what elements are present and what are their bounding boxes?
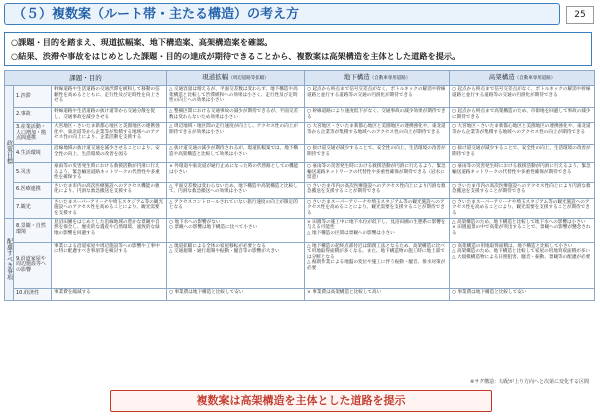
table-row — [5, 86, 595, 108]
row-elevated: ○ 起点から終点まで信号交差点がなく、ボトルネックの解消や幹線道路と並行する道路等の交通の円滑化が期待できる — [450, 86, 595, 108]
row-objective: 幹線道路や生活道路の抜け道等から交通分散を促し、交通事故を減少させる — [52, 108, 167, 123]
row-elevated: △ 高架構造のため、地下構造と比較して地下水への影響は小さい × 田園風景の中で高架が突出することで、景観への影響が懸念される — [450, 218, 595, 242]
row-elevated: ○ 起点から終点まで高架構造のため、市街地を回避して事故の減少に期待できる — [450, 108, 595, 123]
row-objective: 見沼田圃をはじめとした沿線地域の豊かな景観や自然を保全し、歴史的な遺産や自然環境、風致的な緑地の影響を回避する — [52, 218, 167, 242]
row-elevated: ○ さいたま市内の高次医療施設へのアクセス性向上により円滑な救急搬送を支援することが期待できる — [450, 182, 595, 198]
row-widen: △ 平面交差数は変わらないため、地下構造や高架構造と比較して、円滑な救急搬送への効果は小さい — [167, 182, 305, 198]
header-elevated-sub: （自動車専用道路） — [514, 76, 556, 81]
row-category: 3.産業活動・人口増加・拠点間連携 — [14, 123, 52, 145]
row-underground: × 田園等の施工中に地下水位が低下し、見沼田圃の生態系に影響を与える可能性 △ 地下構造の区間は景観への影響は小さい — [305, 218, 450, 242]
row-underground: ○ さいたま市内の高次医療施設へのアクセス性向上により円滑な救急搬送を支援することが期待できる — [305, 182, 450, 198]
page-number: 25 — [566, 6, 594, 24]
row-category: 6.医療連携 — [14, 182, 52, 198]
row-objective: 事業費を縮減する — [52, 288, 167, 300]
row-widen: △ 抜け道交通の減少が期待されるが、現道拡幅案では、地下構造や高架構造と比較して効果は小さい — [167, 145, 305, 163]
header-underground-sub: （自動車専用道路） — [369, 76, 411, 81]
summary-line-2: ○結果、渋滞や事故をはじめとした課題・目的の達成が期待できることから、複数案は高架構造を主体とした道路を提示。 — [11, 51, 461, 61]
table-row — [5, 288, 595, 300]
table-header-row — [5, 71, 595, 86]
header-widen-sub: （周辺道路等拡幅） — [228, 76, 269, 81]
row-category: 1.渋滞 — [14, 86, 52, 108]
row-elevated: ○ 高架構造の用地取得面積は、地下構造と比較して小さい △ 高架構造のため、地下構造と比較して家屋の用地買収面積が多い △ 大規模構造物による日照阻害、騒音・振動、景観等の配慮が必要 — [450, 242, 595, 288]
row-category: 2.事故 — [14, 108, 52, 123]
group-policy-goals: 政策目標 — [5, 86, 14, 219]
row-underground: ○ さいたまスーパーアリーナや埼玉スタジアム等の観光施設へのアクセス性を高めることにより、観光需要を支援することが期待できる — [305, 198, 450, 218]
row-underground: △ 地下構造の起終点部付近は開削工法となるため、高架構造に比べて用地取得面積が多くなる。また、地下構造物の施工時に地上部では分断となる △ 掘削作業による地盤の変位や施工に伴う振動・騒音、排水対策が必要 — [305, 242, 450, 288]
row-widen: △ 交通容量は増えるが、平面交差数は変わらず、地下構造や高架構造と比較して渋滞緩和への効果は小さく、走行性及び定時性の向上への効果は小さい — [167, 86, 305, 108]
row-underground: ○ 大宮地区・さいたま新都心地区と美園地区の連携強化や、東北道等から企業等が集積する地域へのアクセス性の向上が期待できる — [305, 123, 450, 145]
table-row — [5, 163, 595, 183]
summary-box — [4, 32, 592, 66]
table-row — [5, 198, 595, 218]
row-objective: 豪雨等の災害発生時における救援活動が円滑に行えるよう、緊急輸送道路ネットワークの代替性や多重性を確保する — [52, 163, 167, 183]
row-widen: △ 現道拡幅による全体の家屋移転が必要となる △ 交通規制・通行規制や振動・騒音等の影響が大きい — [167, 242, 305, 288]
row-objective: 幹線道路や生活道路の交通渋滞を緩和して移動の信頼性を高めるとともに、走行性及び定時性を向上させる — [52, 86, 167, 108]
table-row — [5, 242, 595, 288]
conclusion-banner: 複数案は高架構造を主体とした道路を提示 — [110, 390, 492, 412]
header-elevated — [450, 71, 595, 86]
row-category: 4.生活環境 — [14, 145, 52, 163]
table-row — [5, 123, 595, 145]
row-underground: × 事業費は高架構造と比較して高い — [305, 288, 450, 300]
header-underground — [305, 71, 450, 86]
row-underground: ○ 抜け道交通が減少することで、安全性の向上、生活環境の改善が期待できる — [305, 145, 450, 163]
summary-line-1: ○課題・目的を踏まえ、現道拡幅案、地下構造案、高架構造案を確認。 — [11, 37, 273, 47]
row-elevated: ○ 豪雨等の災害発生時における救援活動が円滑に行えるよう、緊急輸送道路ネットワークの代替性や多重性確保が期待できる — [450, 163, 595, 183]
row-widen: ○ 事業費は地下構造と比較して安い — [167, 288, 305, 300]
row-objective: 事業による沿道家屋や周辺施設等への影響や工事中に特に配慮すべき事項等を検討する — [52, 242, 167, 288]
table-row — [5, 182, 595, 198]
group-considerations: 配慮すべき事項 — [5, 218, 14, 300]
table-row — [5, 145, 595, 163]
row-elevated: ○ 大宮地区・さいたま新都心地区と美園地区の連携強化や、東北道等から企業等が集積する地域へのアクセス性の向上が期待できる — [450, 123, 595, 145]
row-underground: ○ 起点から終点まで信号交差点がなく、ボトルネックの解消や幹線道路と並行する道路等の交通の円滑化が期待できる — [305, 86, 450, 108]
row-objective: さいたまスーパーアリーナや埼玉スタジアム等の観光施設へのアクセス性を高めることにより、観光需要を支援する — [52, 198, 167, 218]
header-issue: 課題・目的 — [5, 71, 167, 86]
row-category: 9.沿道家屋や周辺施設等への影響 — [14, 242, 52, 288]
row-objective: 沿線地域の抜け道交通を減少させることにより、安全性の向上、生活環境の改善を図る — [52, 145, 167, 163]
row-objective: 大宮地区・さいたま新都心地区と美園地区の連携強化や、東北道等から企業等が集積する地域へのアクセス性の向上により、企業活動を支援する — [52, 123, 167, 145]
table-row — [5, 218, 595, 242]
row-underground: ○ 幹線道路により速度低下がなく、交通事故の減少効果が期待できる — [305, 108, 450, 123]
table-row — [5, 108, 595, 123]
row-elevated: ○ 抜け道交通が減少することで、安全性の向上、生活環境の改善が期待できる — [450, 145, 595, 163]
row-category: 8.景観・自然環境 — [14, 218, 52, 242]
row-widen: △ 整備区間における交通事故の減少が期待できるが、平面交差数は変わらないため効果は小さい — [167, 108, 305, 123]
row-underground: ○ 豪雨等の災害発生時における救援活動が円滑に行えるよう、緊急輸送道路ネットワークの代替性や多重性確保が期待できる（冠水に留意） — [305, 163, 450, 183]
row-widen: × 外環道や東北道が通行止めになった時の代替路としての機能は小さい — [167, 163, 305, 183]
header-widen — [167, 71, 305, 86]
row-elevated: ○ 事業費は地下構造と比較して安い — [450, 288, 595, 300]
row-widen: △ アクセスコントロールされていない旅行速度の向上が限定的となる — [167, 198, 305, 218]
row-objective: さいたま市内の高次医療施設へのアクセス機能の強化により、円滑な救急搬送を支援する — [52, 182, 167, 198]
row-widen: ○ 地下水への影響がない ○ 景観への影響は地下構造に比べて小さい — [167, 218, 305, 242]
row-widen: △ 周辺地域・地区間の走行速度が向上し、アクセス性の向上が期待できるが効果は小さい — [167, 123, 305, 145]
header-widen-label: 現道拡幅 — [202, 73, 229, 81]
row-category: 7.観光 — [14, 198, 52, 218]
header-underground-label: 地下構造 — [343, 73, 370, 81]
header-elevated-label: 高架構造 — [488, 73, 515, 81]
row-category: 10.経済性 — [14, 288, 52, 300]
page-title: （５）複数案（ルート帯・主たる構造）の考え方 — [4, 3, 560, 25]
row-category: 5.災害 — [14, 163, 52, 183]
comparison-table — [4, 70, 595, 301]
footnote: ※サグ構造：勾配が上り方向へと次第に変化する区間 — [470, 379, 589, 385]
row-elevated: ○ さいたまスーパーアリーナや埼玉スタジアム等の観光施設へのアクセス性を高めることにより、観光需要を支援することが期待できる — [450, 198, 595, 218]
